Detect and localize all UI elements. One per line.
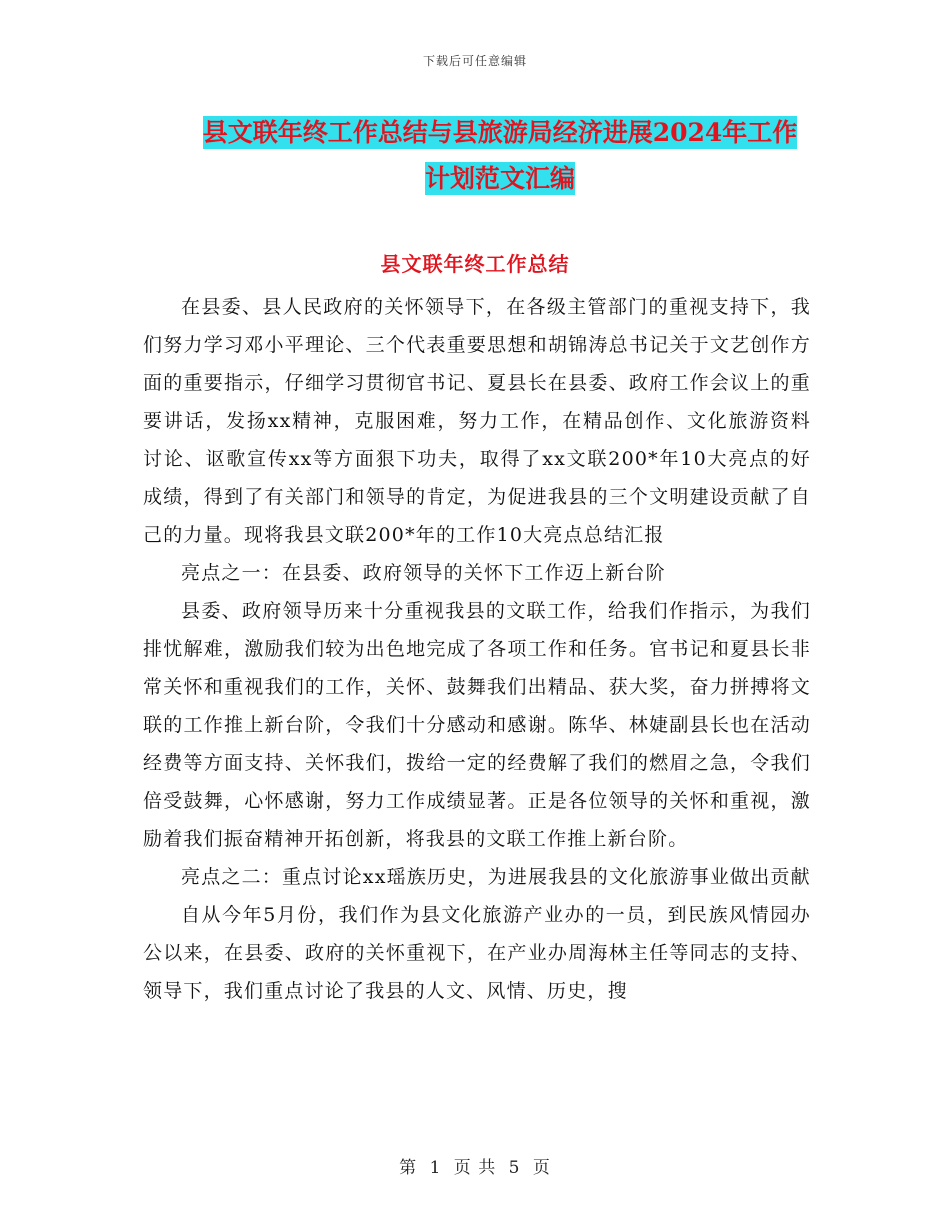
highlight-heading-1: 亮点之一：在县委、政府领导的关怀下工作迈上新台阶 — [181, 562, 666, 584]
title-line-1: 县文联年终工作总结与县旅游局经济进展2024年工作 — [202, 118, 798, 147]
paragraph-highlight-2: 自从今年5月份，我们作为县文化旅游产业办的一员，到民族风情园办公以来，在县委、政府的关怀重视下，在产业办周海林主任等同志的支持、领导下，我们重点讨论了我县的人文、风情、历史，搜 — [143, 904, 811, 1002]
paragraph-highlight-1: 县委、政府领导历来十分重视我县的文联工作，给我们作指示，为我们排忧解难，激励我们较为出色地完成了各项工作和任务。官书记和夏县长非常关怀和重视我们的工作，关怀、鼓舞我们出精品、获大奖，奋力拼搏将文联的工作推上新台阶，令我们十分感动和感谢。陈华、林婕副县长也在活动经费等方面支持、关怀我们，拨给一定的经费解了我们的燃眉之急，令我们倍受鼓舞，心怀感谢，努力工作成绩显著。正是各位领导的关怀和重视，激励着我们振奋精神开拓创新，将我县的文联工作推上新台阶。 — [143, 600, 811, 850]
footer-middle: 页 共 — [453, 1158, 497, 1178]
document-body — [143, 288, 811, 1010]
page-footer — [0, 1153, 950, 1178]
total-page-number: 5 — [508, 1158, 521, 1178]
highlight-heading-2: 亮点之二：重点讨论xx瑶族历史，为进展我县的文化旅游事业做出贡献 — [181, 866, 811, 888]
header-note: 下载后可任意编辑 — [422, 54, 527, 68]
paragraph-intro: 在县委、县人民政府的关怀领导下，在各级主管部门的重视支持下，我们努力学习邓小平理论、三个代表重要思想和胡锦涛总书记关于文艺创作方面的重要指示，仔细学习贯彻官书记、夏县长在县委、政府工作会议上的重要讲话，发扬xx精神，克服困难，努力工作，在精品创作、文化旅游资料讨论、讴歌宣传xx等方面狠下功夫，取得了xx文联200*年10大亮点的好成绩，得到了有关部门和领导的肯定，为促进我县的三个文明建设贡献了自己的力量。现将我县文联200*年的工作10大亮点总结汇报 — [143, 296, 811, 546]
current-page-number: 1 — [429, 1158, 442, 1178]
section-title: 县文联年终工作总结 — [380, 252, 570, 276]
title-line-2: 计划范文汇编 — [424, 164, 575, 193]
footer-suffix: 页 — [532, 1158, 551, 1178]
footer-prefix: 第 — [399, 1158, 418, 1178]
document-title — [120, 110, 880, 202]
